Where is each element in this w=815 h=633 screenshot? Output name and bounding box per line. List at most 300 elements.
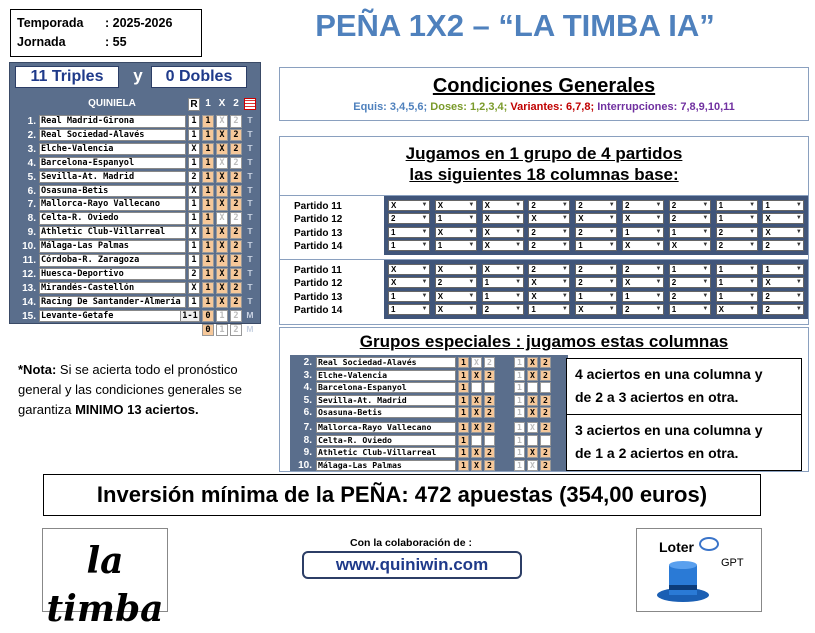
special-cell-b[interactable]: X: [527, 357, 538, 368]
special-cell-a[interactable]: [484, 435, 495, 446]
column-dropdown[interactable]: [528, 200, 570, 211]
prediction-cell[interactable]: 2: [230, 310, 242, 323]
dropdown-value: 1: [391, 305, 396, 315]
pleno-cell[interactable]: 2: [230, 324, 242, 337]
column-dropdown[interactable]: [482, 227, 524, 238]
row-flag: T: [247, 226, 253, 237]
dropdown-value: X: [531, 291, 537, 301]
chevron-down-icon: ▼: [515, 215, 522, 222]
special-cell-a[interactable]: 2: [484, 460, 495, 471]
special-row: [292, 422, 564, 434]
chevron-down-icon: ▼: [702, 228, 709, 235]
special-cell-a[interactable]: [471, 435, 482, 446]
column-dropdown[interactable]: [482, 277, 524, 288]
match-teams: Celta-R. Oviedo: [316, 435, 456, 446]
column-dropdown[interactable]: [716, 277, 758, 288]
special-cell-b[interactable]: 1: [514, 370, 525, 381]
chevron-down-icon: ▼: [702, 242, 709, 249]
chevron-down-icon: ▼: [655, 228, 662, 235]
chevron-down-icon: ▼: [421, 215, 428, 222]
prediction-cell[interactable]: 2: [230, 129, 242, 142]
row-flag: T: [247, 170, 253, 181]
special-cell-a[interactable]: X: [471, 407, 482, 418]
match-number: 7.: [303, 422, 312, 433]
column-dropdown[interactable]: [528, 227, 570, 238]
result-cell: 1: [188, 240, 200, 253]
match-number: 10.: [22, 241, 36, 253]
special-cell-a[interactable]: [471, 382, 482, 393]
special-panel: [290, 355, 568, 471]
chevron-down-icon: ▼: [468, 242, 475, 249]
dropdown-value: 1: [578, 291, 583, 301]
result-cell: 1-1: [180, 310, 200, 323]
prediction-cell[interactable]: X: [216, 296, 228, 309]
column-dropdown[interactable]: [435, 264, 477, 275]
match-teams: Athletic Club-Villarreal: [39, 226, 186, 239]
partido-labels: [294, 200, 374, 253]
dropdown-value: 1: [625, 291, 630, 301]
column-dropdown[interactable]: [482, 264, 524, 275]
prediction-cell[interactable]: 1: [202, 240, 214, 253]
dropdown-value: X: [437, 265, 444, 274]
special-cell-b[interactable]: [540, 382, 551, 393]
column-dropdown[interactable]: [388, 264, 430, 275]
result-cell: X: [188, 226, 200, 239]
column-dropdown[interactable]: [528, 304, 570, 315]
prediction-cell[interactable]: X: [216, 212, 228, 225]
special-cell-a[interactable]: 1: [458, 460, 469, 471]
chevron-down-icon: ▼: [608, 215, 615, 222]
prediction-cell[interactable]: X: [216, 226, 228, 239]
chevron-down-icon: ▼: [795, 306, 802, 313]
dropdown-value: 1: [437, 214, 443, 224]
chevron-down-icon: ▼: [421, 266, 428, 272]
column-dropdown[interactable]: [762, 200, 804, 211]
special-cell-b[interactable]: [540, 435, 551, 446]
prediction-cell[interactable]: X: [216, 185, 228, 198]
dropdown-value: 1: [391, 291, 396, 301]
prediction-cell[interactable]: 2: [230, 268, 242, 281]
special-cell-b[interactable]: [527, 382, 538, 393]
prediction-cell[interactable]: 1: [202, 212, 214, 225]
row-flag: T: [247, 115, 253, 125]
chevron-down-icon: ▼: [468, 306, 475, 313]
prediction-cell[interactable]: 1: [202, 198, 214, 211]
chevron-down-icon: ▼: [561, 215, 568, 222]
prediction-cell[interactable]: 2: [230, 240, 242, 253]
special-row: [292, 395, 564, 407]
prediction-cell[interactable]: 2: [230, 185, 242, 198]
column-dropdown[interactable]: [482, 304, 524, 315]
column-dropdown[interactable]: [762, 240, 804, 251]
match-teams: Córdoba-R. Zaragoza: [39, 254, 186, 267]
prediction-cell[interactable]: 1: [202, 157, 214, 170]
prediction-cell[interactable]: 2: [230, 157, 242, 170]
match-teams: Huesca-Deportivo: [39, 268, 186, 281]
special-cell-b[interactable]: X: [527, 395, 538, 406]
prediction-cell[interactable]: 1: [202, 282, 214, 295]
dropdown-value: 2: [531, 227, 536, 237]
column-dropdown[interactable]: [669, 304, 711, 315]
dropdown-value: 2: [391, 214, 396, 224]
column-dropdown[interactable]: [528, 291, 570, 302]
partido-label: Partido 12: [294, 278, 343, 290]
chevron-down-icon: ▼: [795, 279, 802, 286]
column-dropdown[interactable]: [622, 200, 664, 211]
special-cell-a[interactable]: 2: [484, 422, 495, 433]
column-dropdown[interactable]: [669, 213, 711, 224]
column-dropdown[interactable]: [716, 240, 758, 251]
prediction-cell[interactable]: 2: [230, 296, 242, 309]
column-dropdown[interactable]: [388, 277, 430, 288]
column-dropdown[interactable]: [388, 304, 430, 315]
special-cell-a[interactable]: 1: [458, 395, 469, 406]
column-dropdown[interactable]: [669, 291, 711, 302]
special-cell-b[interactable]: 2: [540, 407, 551, 418]
special-cell-b[interactable]: 2: [540, 460, 551, 471]
top-hat-icon: [655, 557, 715, 605]
prediction-cell[interactable]: 1: [202, 171, 214, 184]
prediction-cell[interactable]: 2: [230, 171, 242, 184]
partido-label: Partido 14: [294, 304, 343, 316]
prediction-cell[interactable]: X: [216, 129, 228, 142]
prediction-cell[interactable]: X: [216, 254, 228, 267]
partido-label: Partido 13: [294, 227, 343, 239]
partido-label: Partido 13: [294, 291, 343, 303]
special-cell-a[interactable]: [484, 382, 495, 393]
row-flag: T: [247, 254, 253, 264]
special-cell-a[interactable]: 1: [458, 435, 469, 446]
chevron-down-icon: ▼: [515, 202, 522, 208]
column-dropdown[interactable]: [388, 291, 430, 302]
special-cell-b[interactable]: 1: [514, 382, 525, 393]
collaboration-label: Con la colaboración de :: [350, 537, 472, 549]
match-number: 12.: [22, 268, 36, 280]
column-dropdown[interactable]: [762, 264, 804, 275]
dropdown-value: X: [437, 227, 444, 237]
dobles-count: 0 Dobles: [151, 66, 247, 88]
chevron-down-icon: ▼: [655, 279, 662, 286]
match-teams: Racing De Santander-Almería: [39, 296, 186, 309]
special-cell-b[interactable]: 1: [514, 460, 525, 471]
match-number: 15.: [22, 310, 36, 322]
prediction-cell[interactable]: 1: [202, 268, 214, 281]
prediction-cell[interactable]: X: [216, 157, 228, 170]
prediction-cell[interactable]: 2: [230, 115, 242, 128]
special-cell-b[interactable]: 2: [540, 395, 551, 406]
quiniela-row: [12, 185, 258, 199]
column-dropdown[interactable]: [622, 277, 664, 288]
special-cell-b[interactable]: 2: [540, 357, 551, 368]
row-flag: T: [247, 267, 253, 278]
prediction-cell[interactable]: 2: [230, 254, 242, 267]
special-cell-b[interactable]: [527, 435, 538, 446]
match-number: 1.: [27, 116, 36, 127]
column-dropdown[interactable]: [482, 291, 524, 302]
column-dropdown[interactable]: [716, 291, 758, 302]
column-dropdown[interactable]: [435, 213, 477, 224]
row-flag: T: [247, 240, 253, 251]
special-cell-b[interactable]: 2: [540, 447, 551, 458]
conditions-box: [279, 67, 809, 121]
column-dropdown[interactable]: [575, 264, 617, 275]
prediction-cell[interactable]: 1: [202, 296, 214, 309]
column-dropdown[interactable]: [388, 240, 430, 251]
chevron-down-icon: ▼: [655, 306, 662, 313]
special-cell-b[interactable]: X: [527, 370, 538, 381]
special-cell-a[interactable]: 2: [484, 357, 495, 368]
match-number: 2.: [27, 129, 36, 141]
column-dropdown[interactable]: [482, 213, 524, 224]
special-cell-b[interactable]: 1: [514, 395, 525, 406]
special-cell-b[interactable]: 1: [514, 407, 525, 418]
match-teams: Real Sociedad-Alavés: [39, 129, 186, 142]
rule-2-line-b: de 1 a 2 aciertos en otra.: [575, 445, 739, 461]
special-cell-b[interactable]: 2: [540, 370, 551, 381]
column-dropdown[interactable]: [575, 277, 617, 288]
special-cell-b[interactable]: X: [527, 447, 538, 458]
special-cell-b[interactable]: 2: [540, 422, 551, 433]
special-cell-a[interactable]: X: [471, 395, 482, 406]
dropdown-value: X: [484, 214, 490, 224]
column-dropdown[interactable]: [388, 200, 430, 211]
column-dropdown[interactable]: [622, 227, 664, 238]
prediction-cell[interactable]: 2: [230, 212, 242, 225]
column-dropdown[interactable]: [435, 291, 477, 302]
column-dropdown[interactable]: [669, 240, 711, 251]
column-dropdown[interactable]: [435, 200, 477, 211]
chevron-down-icon: ▼: [561, 266, 568, 272]
special-cell-a[interactable]: X: [471, 447, 482, 458]
column-dropdown[interactable]: [435, 304, 477, 315]
special-cell-a[interactable]: 1: [458, 382, 469, 393]
dropdown-value: 2: [437, 278, 443, 288]
pleno-cell[interactable]: 0: [202, 324, 214, 337]
column-dropdown[interactable]: [669, 227, 711, 238]
chevron-down-icon: ▼: [749, 242, 756, 249]
column-dropdown[interactable]: [528, 277, 570, 288]
special-cell-a[interactable]: 2: [484, 447, 495, 458]
column-dropdown[interactable]: [669, 200, 711, 211]
prediction-cell[interactable]: 1: [216, 310, 228, 323]
column-dropdown[interactable]: [622, 291, 664, 302]
rule-1-line-b: de 2 a 3 aciertos en otra.: [575, 389, 739, 405]
special-cell-a[interactable]: 1: [458, 447, 469, 458]
column-dropdown[interactable]: [622, 304, 664, 315]
match-teams: Málaga-Las Palmas: [316, 460, 456, 471]
prediction-cell[interactable]: 1: [202, 129, 214, 142]
column-dropdown[interactable]: [435, 240, 477, 251]
column-dropdown[interactable]: [388, 227, 430, 238]
column-dropdown[interactable]: [762, 277, 804, 288]
website-link[interactable]: www.quiniwin.com: [302, 551, 522, 579]
dropdown-value: 2: [671, 278, 677, 288]
rule-2-line-a: 3 aciertos en una columna y: [575, 422, 763, 438]
dropdown-value: X: [718, 305, 724, 315]
column-dropdown[interactable]: [762, 227, 804, 238]
special-cell-a[interactable]: X: [471, 422, 482, 433]
chevron-down-icon: ▼: [515, 292, 522, 299]
quiniela-row: [12, 171, 258, 185]
column-dropdown[interactable]: [716, 200, 758, 211]
match-number: 6.: [27, 185, 36, 197]
special-cell-a[interactable]: 2: [484, 395, 495, 406]
chevron-down-icon: ▼: [608, 242, 615, 249]
special-cell-b[interactable]: X: [527, 460, 538, 471]
prediction-cell[interactable]: 1: [202, 143, 214, 156]
quiniela-row: [12, 129, 258, 143]
column-dropdown[interactable]: [482, 200, 524, 211]
prediction-cell[interactable]: X: [216, 171, 228, 184]
quiniela-row: [12, 268, 258, 282]
column-dropdown[interactable]: [762, 213, 804, 224]
special-cell-a[interactable]: 2: [484, 370, 495, 381]
special-cell-b[interactable]: X: [527, 422, 538, 433]
column-dropdown[interactable]: [575, 304, 617, 315]
column-dropdown[interactable]: [575, 240, 617, 251]
row-flag: T: [247, 198, 253, 209]
chevron-down-icon: ▼: [561, 292, 568, 299]
prediction-cell[interactable]: 0: [202, 310, 214, 323]
dropdown-value: 2: [531, 265, 536, 274]
chevron-down-icon: ▼: [702, 266, 709, 272]
result-cell: 2: [188, 171, 200, 184]
dropdown-value: 2: [531, 241, 536, 251]
dropdown-value: 1: [765, 201, 770, 210]
special-cell-b[interactable]: 1: [514, 357, 525, 368]
dropdown-value: X: [484, 227, 490, 237]
special-cell-a[interactable]: 1: [458, 357, 469, 368]
header-2: 2: [233, 98, 239, 109]
prediction-cell[interactable]: 1: [202, 115, 214, 128]
special-cell-a[interactable]: 2: [484, 407, 495, 418]
column-dropdown[interactable]: [622, 264, 664, 275]
column-dropdown[interactable]: [669, 264, 711, 275]
dropdown-value: 2: [578, 227, 583, 237]
dropdown-value: X: [578, 305, 584, 315]
dropdown-value: 1: [718, 201, 724, 210]
match-number: 14.: [22, 296, 36, 308]
dropdown-value: 2: [765, 305, 770, 315]
column-dropdown[interactable]: [622, 240, 664, 251]
quiniela-row: [12, 282, 258, 296]
match-teams: Osasuna-Betis: [39, 185, 186, 198]
special-cell-b[interactable]: X: [527, 407, 538, 418]
dropdown-value: 1: [671, 305, 677, 315]
column-dropdown[interactable]: [669, 277, 711, 288]
prediction-cell[interactable]: X: [216, 198, 228, 211]
chevron-down-icon: ▼: [468, 266, 475, 272]
dropdown-value: X: [437, 291, 444, 301]
special-cell-a[interactable]: 1: [458, 422, 469, 433]
result-cell: 1: [188, 254, 200, 267]
special-row: [292, 370, 564, 382]
column-dropdown[interactable]: [528, 264, 570, 275]
quiniela-row: [12, 296, 258, 310]
dropdown-value: X: [531, 214, 537, 224]
prediction-cell[interactable]: X: [216, 282, 228, 295]
column-dropdown[interactable]: [716, 213, 758, 224]
chevron-down-icon: ▼: [795, 242, 802, 249]
loteria-logo-text: Loter: [659, 539, 694, 555]
column-dropdown[interactable]: [482, 240, 524, 251]
column-dropdown[interactable]: [716, 227, 758, 238]
special-cell-a[interactable]: X: [471, 460, 482, 471]
column-dropdown[interactable]: [762, 304, 804, 315]
column-dropdown[interactable]: [575, 200, 617, 211]
special-cell-b[interactable]: 1: [514, 447, 525, 458]
grid-icon[interactable]: [244, 98, 256, 110]
column-dropdown[interactable]: [435, 277, 477, 288]
column-dropdown[interactable]: [575, 213, 617, 224]
row-flag: T: [247, 212, 253, 223]
match-number: 5.: [27, 171, 36, 183]
dropdown-value: X: [765, 214, 771, 224]
chevron-down-icon: ▼: [702, 292, 709, 299]
match-teams: Osasuna-Betis: [316, 407, 456, 418]
column-dropdown[interactable]: [528, 240, 570, 251]
match-teams: Mirandés-Castellón: [39, 282, 186, 295]
special-row: [292, 382, 564, 394]
base-group-1: [280, 195, 808, 255]
column-dropdown[interactable]: [435, 227, 477, 238]
prediction-cell[interactable]: 1: [202, 185, 214, 198]
prediction-cell[interactable]: 2: [230, 282, 242, 295]
special-cell-b[interactable]: 1: [514, 435, 525, 446]
chevron-down-icon: ▼: [468, 292, 475, 299]
header-1: 1: [205, 98, 211, 109]
column-dropdown[interactable]: [575, 227, 617, 238]
prediction-cell[interactable]: 1: [202, 226, 214, 239]
row-flag: T: [247, 281, 253, 292]
column-dropdown[interactable]: [388, 213, 430, 224]
column-dropdown[interactable]: [716, 264, 758, 275]
jornada-value: : 55: [105, 35, 127, 49]
special-cell-a[interactable]: X: [471, 370, 482, 381]
prediction-cell[interactable]: X: [216, 115, 228, 128]
chevron-down-icon: ▼: [655, 266, 662, 272]
prediction-cell[interactable]: 2: [230, 226, 242, 239]
conditions-title: Condiciones Generales: [432, 75, 656, 97]
dropdown-value: X: [765, 278, 771, 288]
special-cell-a[interactable]: 1: [458, 370, 469, 381]
special-cell-b[interactable]: 1: [514, 422, 525, 433]
special-cell-a[interactable]: 1: [458, 407, 469, 418]
special-cell-a[interactable]: X: [471, 357, 482, 368]
result-cell: 1: [188, 198, 200, 211]
prediction-cell[interactable]: 2: [230, 198, 242, 211]
column-dropdown[interactable]: [575, 291, 617, 302]
chevron-down-icon: ▼: [655, 292, 662, 299]
column-dropdown[interactable]: [528, 213, 570, 224]
quiniela-header-name: QUINIELA: [88, 98, 136, 109]
prediction-cell[interactable]: X: [216, 268, 228, 281]
prediction-cell[interactable]: 2: [230, 143, 242, 156]
chevron-down-icon: ▼: [608, 292, 615, 299]
prediction-cell[interactable]: 1: [202, 254, 214, 267]
chevron-down-icon: ▼: [655, 202, 662, 208]
chevron-down-icon: ▼: [561, 242, 568, 249]
prediction-cell[interactable]: X: [216, 240, 228, 253]
chevron-down-icon: ▼: [421, 202, 428, 208]
column-dropdown[interactable]: [762, 291, 804, 302]
triples-count: 11 Triples: [15, 66, 119, 88]
column-dropdown[interactable]: [716, 304, 758, 315]
column-dropdown[interactable]: [622, 213, 664, 224]
chevron-down-icon: ▼: [608, 306, 615, 313]
prediction-cell[interactable]: X: [216, 143, 228, 156]
pleno-cell[interactable]: 1: [216, 324, 228, 337]
